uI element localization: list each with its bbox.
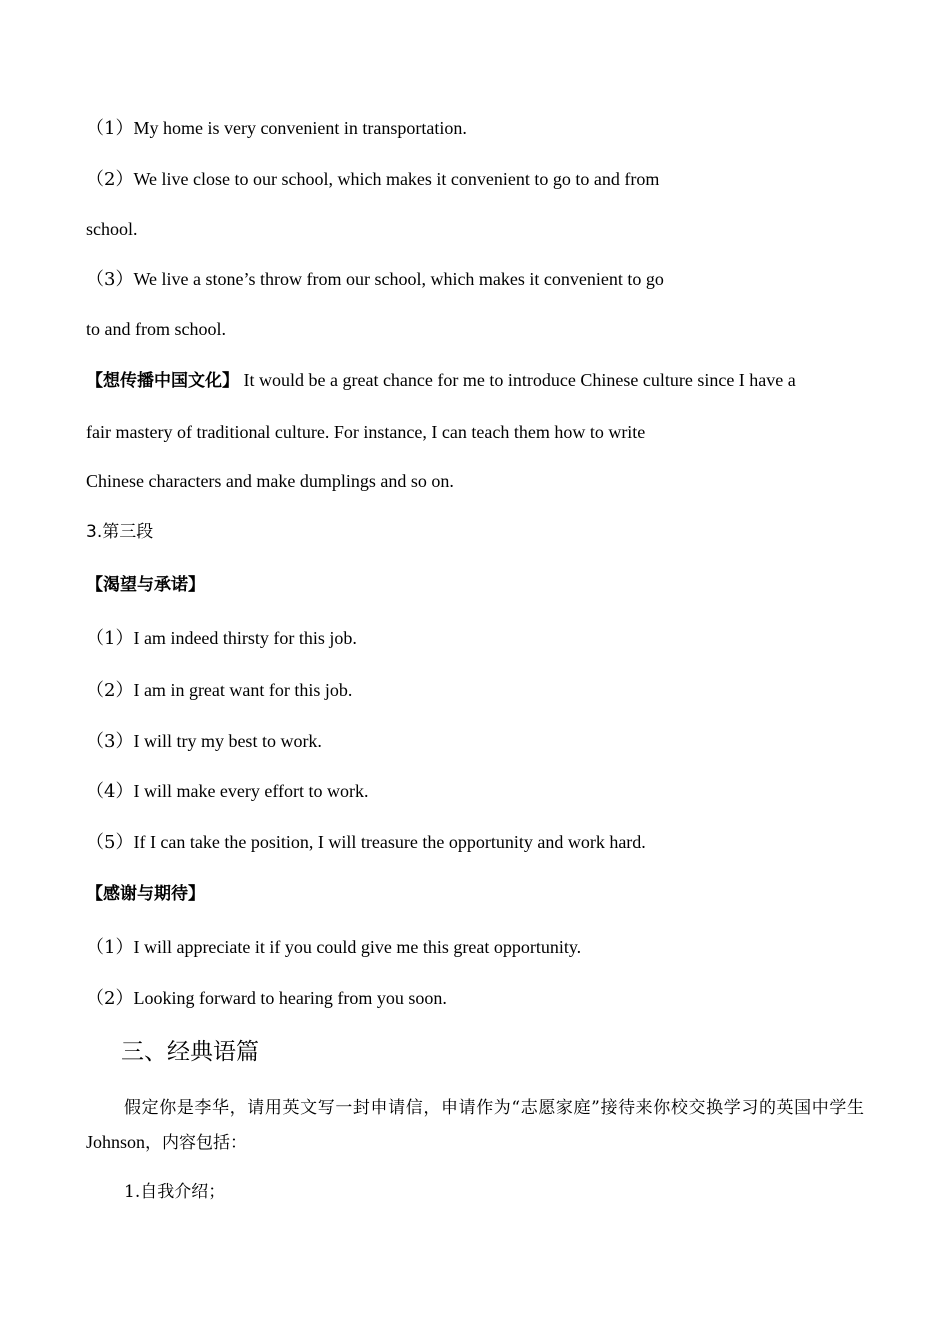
item-number: （2） bbox=[86, 169, 134, 190]
item-text: I will try my best to work. bbox=[133, 731, 322, 751]
item-text: I am in great want for this job. bbox=[133, 680, 353, 700]
item-number: （2） bbox=[86, 680, 134, 701]
item-number: （2） bbox=[86, 988, 134, 1009]
transport-item-2 bbox=[86, 167, 659, 192]
task-prompt-text-a: 假定你是李华，请用英文写一封申请信，申请作为“志愿家庭”接待来你校交换学习的英国中学生 bbox=[124, 1098, 864, 1118]
transport-item-3-cont: to and from school. bbox=[86, 319, 226, 339]
transport-item-2-cont: school. bbox=[86, 219, 138, 239]
desire-item bbox=[86, 626, 357, 651]
item-text: If I can take the position, I will treasure the opportunity and work hard. bbox=[133, 832, 646, 852]
desire-item bbox=[86, 729, 322, 754]
culture-paragraph bbox=[86, 368, 796, 393]
section-title: 三、经典语篇 bbox=[121, 1039, 259, 1065]
item-number: （4） bbox=[86, 781, 134, 802]
item-text: I will appreciate it if you could give me this great opportunity. bbox=[133, 937, 582, 957]
thanks-item bbox=[86, 986, 447, 1011]
item-number: （1） bbox=[86, 628, 134, 649]
item-text: My home is very convenient in transportation. bbox=[133, 118, 467, 138]
item-text: We live close to our school, which makes it convenient to go to and from bbox=[133, 169, 660, 189]
item-text: Looking forward to hearing from you soon. bbox=[133, 988, 447, 1008]
desire-item bbox=[86, 779, 369, 804]
culture-text-a: It would be a great chance for me to introduce Chinese culture since I have a bbox=[239, 370, 796, 390]
culture-text-c: Chinese characters and make dumplings and so on. bbox=[86, 471, 454, 491]
item-number: （1） bbox=[86, 118, 134, 139]
transport-item-3 bbox=[86, 267, 664, 292]
desire-item bbox=[86, 830, 646, 855]
item-number: （5） bbox=[86, 832, 134, 853]
item-number: （1） bbox=[86, 937, 134, 958]
thanks-item bbox=[86, 935, 581, 960]
culture-heading: 【想传播中国文化】 bbox=[86, 371, 239, 391]
paragraph-3-label: 3.第三段 bbox=[86, 522, 154, 542]
task-prompt-name: Johnson bbox=[86, 1132, 146, 1152]
thanks-heading: 【感谢与期待】 bbox=[86, 884, 205, 904]
desire-item bbox=[86, 678, 352, 703]
task-prompt bbox=[86, 1090, 864, 1160]
item-text: I am indeed thirsty for this job. bbox=[133, 628, 357, 648]
item-number: （3） bbox=[86, 731, 134, 752]
transport-item-1 bbox=[86, 116, 467, 141]
item-text: I will make every effort to work. bbox=[133, 781, 369, 801]
task-list-item-1: 1.自我介绍； bbox=[124, 1182, 226, 1202]
task-prompt-text-b: ，内容包括： bbox=[145, 1133, 248, 1153]
desire-heading: 【渴望与承诺】 bbox=[86, 575, 205, 595]
item-number: （3） bbox=[86, 269, 134, 290]
item-text: We live a stone’s throw from our school, which makes it convenient to go bbox=[133, 269, 664, 289]
culture-text-b: fair mastery of traditional culture. For instance, I can teach them how to write bbox=[86, 422, 646, 442]
